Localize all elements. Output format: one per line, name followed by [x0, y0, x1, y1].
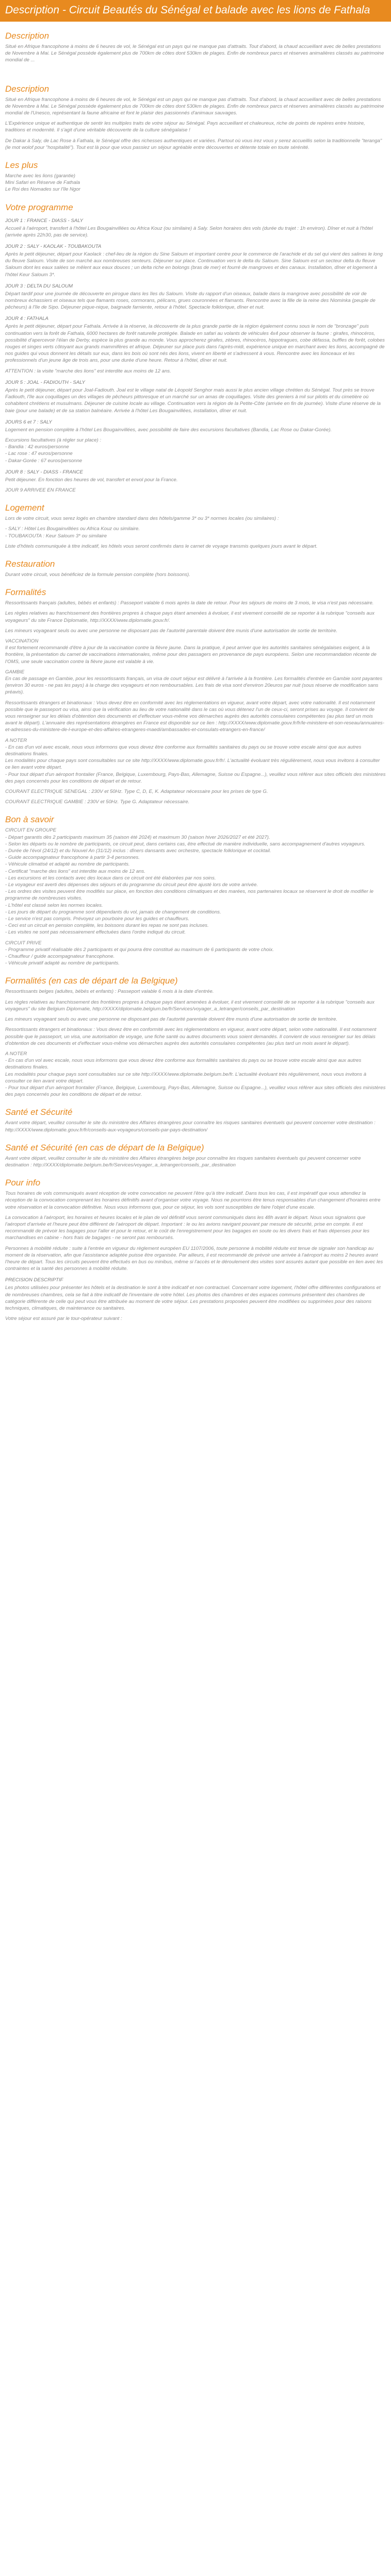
programme-day — [5, 469, 386, 483]
programme-day — [5, 437, 386, 464]
formalites-be-paragraph: Les mineurs voyageant seuls ou avec une personne ne disposant pas de l'autorité parentale doivent être munis d'une autorisation de sortie de territoire. — [5, 1016, 338, 1023]
logement-list — [5, 526, 386, 539]
logement-item: - TOUBAKOUTA : Keur Saloum 3* ou similaire — [5, 533, 107, 539]
plus-list — [5, 173, 386, 193]
day-title: JOURS 6 et 7 : SALY — [5, 419, 52, 425]
formalites-be-paragraph: A NOTER - En cas d'un vol avec escale, nous vous informons que vous devez être conforme aux formalités sanitaires du pays ou se trouve votre escale ainsi que aux autres destinations finales. Les modalités pour chaque pays sont consultables sur ce site http://XXXX/www.diplomatie.belgium.be/fr. L'actualité évoluant très régulièrement, nous vous invitons à consulter ce lien avant votre départ. - Pour tout départ d'un aéroport frontalier (France, Belgique, Luxembourg, Pays-Bas, Allemagne, Suisse ou Espagne...), veuillez vous référer aux sites officiels des ministères des pays concernés pour les conditions de départ et de retour. — [5, 1050, 386, 1098]
page-title: Description - Circuit Beautés du Sénégal et balade avec les lions de Fathala — [5, 4, 370, 16]
title-bar — [0, 0, 391, 22]
restauration-text: Durant votre circuit, vous bénéficiez de la formule pension complète (hors boissons). — [5, 571, 190, 578]
infos-paragraph: Personnes à mobilité réduite : suite à l'entrée en vigueur du règlement européen EU 1107/2006, toute personne à mobilité réduite est tenue de signaler son handicap au moment de la réservation, afin que l'assistance adaptée puisse être organisée. Par ailleurs, il est recommandé de prévoir une arrivée à l'aéroport au moins 2 heures avant l'heure de départ. Tous les circuits peuvent être effectués en bus ou minibus, même si l'accès et le déroulement des visites sont assurés autant que possible en lien avec les contraintes et la santé des personnes à mobilité réduite. — [5, 1245, 383, 1272]
sante-be-heading: Santé et Sécurité (en cas de départ de la Belgique) — [5, 1142, 204, 1153]
formalites-be-paragraph: Les règles relatives au franchissement des frontières propres à chaque pays étant amenées à évoluer, il est vivement conseillé de se reporter à la rubrique "conseils aux voyageurs" du site Belgium Diplomatie, http://XXXX/diplomatie.belgium.be/fr/Services/voyager_a_letranger/conseils_par_destination — [5, 999, 374, 1012]
programme-heading: Votre programme — [5, 202, 73, 212]
day-text: Accueil à l'aéroport, transfert à l'hôtel Les Bougainvillées ou Africa Kouz (ou similaire) à Saly. Selon horaires des vols (durée du trajet : 1h environ). Dîner et nuit à l'hôtel (arrivée après 22h30, pas de service). — [5, 225, 373, 238]
day-text: Petit déjeuner. En fonction des heures de vol, transfert et envol pour la France. — [5, 477, 178, 483]
formalites-paragraph: Ressortissants étrangers et binationaux : Vous devez être en conformité avec les réglementations en vigueur, avant votre départ, avec votre nationalité. Il est notamment possible que le passeport ou visa, ainsi que la vérification au lieu de votre nationalité dans le cas où vous détenez l'un de ceux-ci, seront prises au voyage. Il convient de vous renseigner sur les délais d'obtention des documents et d'effectuer vous-même vos démarches auprès des autorités consulaires compétentes (au plus tard un mois avant le départ). L'annuaire des représentations étrangères en France est disponible sur ce lien : http://XXXX/www.diplomatie.gouv.fr/fr/le-ministere-et-son-reseau/annuaires-et-adresses-du-ministere-de-l-europe-et-des-affaires-etrangeres-maedi/ambassades-et-consulats-etrangers-en-france/ — [5, 700, 384, 733]
programme-day — [5, 487, 386, 494]
description-paragraph: Situé en Afrique francophone à moins de 6 heures de vol, le Sénégal est un pays qui ne manque pas d'attraits. Tout d'abord, la chaud accueillant avec de belles prestations de Novembre à Mai. Le Sénégal possède également plus de 700km de côtes dont 530km de plages. Enfin de nombreux parcs et réserves animalières classés au patrimoine mondial de l'Unesco, représentant la faune africaine et font le plaisir des passionnés d'animaux sauvages. — [5, 96, 384, 116]
infos-paragraph: La convocation à l'aéroport, les horaires et heures locales et le plan de vol définitif vous seront communiqués dans les 48h avant le départ. Nous vous signalons que l'aéroport d'arrivée et l'heure peut être différent de l'aéroport de départ. Important : le ou les avions navigant pouvant par mesure de sécurité, prise en compte. Il est recommandé de prévoir les bagages pour l'aller et pour le retour, et le coût de l'enregistrement pour les bagages en soute ou les divers frais et frais dépenses pour les marchandises en cabine - hors frais de bagages - ne seront pas remboursés. — [5, 1214, 370, 1241]
bonasavoir-paragraph: CIRCUIT EN GROUPE - Départ garantis dès 2 participants maximum 35 (saison été 2024) et maximum 30 (saison hiver 2026/2027 et été 2027). - Selon les départs ou le nombre de participants, ce circuit peut, dans certains cas, être effectué de manière individuelle, sans accompagnement d'autres voyageurs. - Durée de l'évol (24/12) et du Nouvel An (31/12) inclus : dîners dansants avec orchestre, spectacle folklorique et cocktail. - Guide accompagnateur francophone à partir 3-4 personnes. - Véhicule climatisé et adapté au nombre de participants. - Certificat "marche des lions" est interdite aux moins de 12 ans. - Les excursions et les contacts avec des locaux dans ce circuit ont été élaborées par nos soins. - Le voyageur est averti des dépenses des séjours et du programme du circuit peut être ajusté lors de votre arrivée. - Les ordres des visites peuvent être modifiés sur place, en fonction des conditions climatiques et des marées, nos partenaires locaux se réservent le droit de modifier le programme de nombreuses visites. - L'hôtel est classé selon les normes locales. - Les jours de départ du programme sont dépendants du vol, jamais de changement de conditions. - Le service n'est pas compris. Prévoyez un pourboire pour les guides et chauffeurs. - Ceci est un circuit en pension complète, les boissons durant les repas ne sont pas incluses. - Les visites ne sont pas nécessairement effectuées dans l'ordre indiqué du circuit. — [5, 827, 374, 936]
formalites-be-paragraph: Ressortissants belges (adultes, bébés et enfants) : Passeport valable 6 mois à la date d'entrée. — [5, 989, 214, 995]
day-title: JOUR 5 : JOAL - FADIOUTH - SALY — [5, 379, 85, 385]
day-text: JOUR 9 ARRIVEE EN FRANCE — [5, 487, 76, 493]
sante-heading: Santé et Sécurité — [5, 1107, 73, 1117]
precision-footer: Votre séjour est assuré par le tour-opérateur suivant : — [5, 1316, 122, 1322]
day-title: JOUR 8 : SALY - DIASS - FRANCE — [5, 469, 83, 475]
programme-day — [5, 368, 386, 375]
description-paragraph: L'Expérience unique et authentique de sentir les multiples traits de votre séjour au Sénégal. Pays accueillant et chaleureux, riche de points de repères entre histoire, traditions et modernité. Il s'agit d'une véritable découverte de la culture sénégalaise ! — [5, 121, 365, 133]
formalites-paragraph: VACCINATION Il est fortement recommandé d'être à jour de la vaccination contre la fièvre jaune. Dans la pratique, il peut arriver que les autorités sanitaires sénégalaises exigent, à la frontière, la présentation du carnet de vaccinations internationales, même pour des passagers en provenance de pays européens. Selon une recommandation récente de l'OMS, une seule vaccination contre la fièvre jaune est valable à vie. — [5, 638, 377, 665]
bonasavoir-heading: Bon à savoir — [5, 815, 54, 825]
formalites-paragraph: Les mineurs voyageant seuls ou avec une personne ne disposant pas de l'autorité parentale doivent être munis d'une autorisation de sortie de territoire. — [5, 628, 338, 634]
content — [0, 22, 391, 1336]
day-title: JOUR 1 : FRANCE - DIASS - SALY — [5, 217, 84, 224]
description-paragraph: De Dakar à Saly, de Lac Rose à Fathala, le Sénégal offre des richesses authentiques et variées. Partout où vous irez vous y serez accueillis selon la traditionnelle "teranga" (le mot wolof pour "hospitalité"). Tout est là pour que vous passiez un séjour agréable entre découvertes et détente totale en toute sérénité. — [5, 138, 382, 150]
infos-paragraph: Tous horaires de vols communiqués avant réception de votre convocation ne peuvent l'être qu'à titre indicatif. Dans tous les cas, il est impératif que vous attendiez la réception de la convocation comprenant les horaires définitifs avant d'organiser votre voyage. Nous ne pourrions être tenus responsables d'un changement d'horaires entre votre réservation et la convocation définitive. Nous vous informons que, pour ce séjour, les vols sont susceptibles de faire l'objet d'une escale. — [5, 1191, 381, 1210]
day-text: Logement en pension complète à l'hôtel Les Bougainvillées, avec possibilité de faire des excursions facultatives (Bandia, Lac Rose ou Dakar-Gorée). — [5, 427, 332, 433]
plus-item: Marche avec les lions (garantie) — [5, 173, 75, 179]
formalites-paragraph: COURANT ELECTRIQUE GAMBIE : 230V et 50Hz. Type G. Adaptateur nécessaire. — [5, 799, 190, 805]
plus-item: Mini Safari en Réserve de Fathala — [5, 180, 80, 186]
day-text: Après le petit déjeuner, départ pour Kaolack : chef-lieu de la région du Sine Saloum et important centre pour le commerce de l'arachide et du sel qui vient des salines le long du fleuve Saloum. Visite de son marché aux nombreuses senteurs. Déjeuner sur place. Continuation vers le delta du Saloum. Sine Saloum est un secteur delta du fleuve Saloum dont les eaux salées se mêlent aux eaux douces ; un delta riche en bolongs (bras de mer) et fourré de mangroves et des canaux. Installation, dîner et logement à l'hôtel Keur Saloum 3*. — [5, 251, 383, 278]
description-summary: Situé en Afrique francophone à moins de 6 heures de vol, le Sénégal est un pays qui ne manque pas d'attraits. Tout d'abord, la chaud accueillant avec de belles prestations de Novembre à Mai. Le Sénégal possède également plus de 700km de côtes dont 530km de plages. Enfin de nombreux parcs et réserves animalières classés au patrimoine mondial de ... — [5, 44, 384, 63]
day-title: JOUR 4 : FATHALA — [5, 316, 48, 322]
infos-heading: Pour info — [5, 1178, 41, 1188]
day-text: Après le petit déjeuner, départ pour Joal-Fadiouth. Joal est le village natal de Léopold Senghor mais aussi le plus ancien village chrétien du Sénégal. Tout près se trouve Fadiouth, l'île aux coquillages un des villages de pêcheurs pittoresque et un marché sur un amas de coquillages. Visite des greniers à mil sur pilotis et du cimetière où cohabitent chrétiens et musulmans. Déjeuner de cuisine locale au village. Continuation vers la région de la Petite-Côte (arrivée en fin de journée). Visite d'une réserve de la baie (pour une balade) et de sa station balnéaire. Arrivée à l'hôtel Les Bougainvillées, installation, dîner et nuit. — [5, 387, 381, 414]
programme-day — [5, 244, 386, 278]
precision-text: Les photos utilisées pour présenter les hôtels et la destination le sont à titre indicatif et non contractuel. Concernant votre logement, l'hôtel offre différentes configurations et de nombreuses chambres, cela se fait à titre indicatif de l'inventaire de votre hôtel. Les photos des chambres et des espaces communs présentent des chambres de catégorie différente de celle qui peut vous être attribuée au moment de votre séjour. Les prestations proposées peuvent être modifiées ou supprimées pour des raisons techniques, climatiques, de maintenance ou sanitaires. — [5, 1285, 381, 1311]
description-full-heading: Description — [5, 83, 50, 94]
day-title: JOUR 3 : DELTA DU SALOUM — [5, 283, 73, 289]
formalites-be-paragraph: Ressortissants étrangers et binationaux : Vous devez être en conformité avec les réglementations en vigueur, avant votre départ, selon votre nationalité. Il est notamment possible que le passeport, un visa, une autorisation de voyage, une fiche santé ou autres documents vous soient demandés. Il convient de vous renseigner sur les délais d'obtention de ces documents et d'effectuer vous-même vos démarches auprès des autorités consulaires compétentes (au plus tard un mois avant le départ). — [5, 1027, 377, 1046]
day-text: Après le petit déjeuner, départ pour Fathala. Arrivée à la réserve, la découverte de la plus grande partie de la région également connu sous le nom de "bronzage" puis continuation vers la forêt de Fathala, 6000 hectares de forêt naturelle protégée. Balade en safari au volants de véhicules 4x4 pour observer la faune : girafes, rhinocéros, possibilité d'apercevoir l'élan de Derby, espèce la plus grande au monde. Vous approcherez girafes, zèbres, rhinocéros, hippotragues, cobe défassa, buffles de forêt, colobes rouges et singes verts côtoyant aux grands mammifères et afrique. Déjeuner sur place puis dans l'après-midi, expérience unique en marchant avec les lions, accompagné de nos guides qui vous donnent les détails sur eux, dans les bois où sont nés des lions, vivent en liberté et s'adressent à vous. Rencontre avec les lionceaux et les professionnels d'un jeune âge de trois ans, pour une durée d'une heure. Retour à l'hôtel, dîner et nuit. — [5, 324, 385, 364]
programme-day — [5, 316, 386, 364]
plus-heading: Les plus — [5, 160, 38, 171]
excursions-text: Excursions facultatives (à régler sur place) : - Bandia : 42 euros/personne - Lac rose : 47 euros/personne - Dakar-Gorée : 67 euros/personne — [5, 437, 102, 464]
programme-day — [5, 218, 386, 239]
programme-day — [5, 283, 386, 311]
day-title: JOUR 2 : SALY - KAOLAK - TOUBAKOUTA — [5, 244, 102, 250]
logement-note: Liste d'hôtels communiquée à titre indicatif, les hôtels vous seront confirmés dans le carnet de voyage transmis quelques jours avant le départ. — [5, 543, 318, 549]
programme-day — [5, 419, 386, 433]
logement-item: - SALY : Hôtel Les Bougainvillées ou Africa Kouz ou similaire. — [5, 526, 140, 532]
formalites-be-heading: Formalités (en cas de départ de la Belgique) — [5, 976, 178, 986]
description-heading: Description — [5, 31, 50, 41]
precision-heading: PRECISION DESCRIPTIF — [5, 1277, 63, 1283]
formalites-paragraph: Les règles relatives au franchissement des frontières propres à chaque pays étant amenées à évoluer, il est vivement conseillé de se reporter à la rubrique "conseils aux voyageurs" du site France Diplomatie, http://XXXX/www.diplomatie.gouv.fr/. — [5, 611, 374, 623]
formalites-paragraph: COURANT ELECTRIQUE SENEGAL : 230V et 50Hz. Type C, D, E, K. Adaptateur nécessaire pour les prises de type G. — [5, 789, 268, 795]
formalites-heading: Formalités — [5, 587, 46, 598]
logement-intro: Lors de votre circuit, vous serez logés en chambre standard dans des hôtels/gamme 3* ou 3* normes locales (ou similaires) : — [5, 516, 279, 522]
day-note: ATTENTION : la visite "marche des lions" est interdite aux moins de 12 ans. — [5, 368, 171, 374]
day-text: Départ tardif pour une journée de découverte en pirogue dans les îles du Saloum. Visite du rapport d'un oiseaux, balade dans la mangrove avec possibilité de voir de nombreux échassiers et oiseaux tels que flamants roses, cormorans, pélicans, grues couronnées et flamants. Rencontre avec la fille de la reine des Niominka (peuple de pêcheurs) à l'île de Sipo. Déjeuner pique-nique, baignade farniente, retour à l'hôtel. Spectacle folklorique, dîner et nuit. — [5, 291, 376, 311]
formalites-paragraph: Ressortissants français (adultes, bébés et enfants) : Passeport valable 6 mois après la date de retour. Pour les séjours de moins de 3 mois, le visa n'est pas nécessaire. — [5, 600, 374, 606]
formalites-paragraph: A NOTER - En cas d'un vol avec escale, nous vous informons que vous devez être conforme aux formalités sanitaires du pays ou se trouve votre escale ainsi que aux autres destinations finales. Les modalités pour chaque pays sont consultables sur ce site http://XXXX/www.diplomatie.gouv.fr/fr/. L'actualité évoluant très régulièrement, nous vous invitons à consulter ce lien avant votre départ. - Pour tout départ d'un aéroport frontalier (France, Belgique, Luxembourg, Pays-Bas, Allemagne, Suisse ou Espagne...), veuillez vous référer aux sites officiels des ministères des pays concernés pour les conditions de départ et de retour. — [5, 737, 386, 784]
bonasavoir-paragraph: CIRCUIT PRIVE - Programme privatif réalisable dès 2 participants et qui pourra être constitué au maximum de 6 participants de votre choix. - Chauffeur / guide accompagnateur francophone. - Véhicule privatif adapté au nombre de participants. — [5, 940, 274, 967]
logement-heading: Logement — [5, 503, 44, 513]
sante-be-text: Avant votre départ, veuillez consulter le site du ministère des Affaires étrangères belge pour connaître les risques sanitaires éventuels qui peuvent concerner votre destination : http://XXXX/diplomatie.belgium.be/fr/Services/voyager_a_letranger/conseils_par_destination — [5, 1155, 361, 1168]
plus-item: Le Roi des Nomades sur l'île Ngor — [5, 187, 80, 193]
programme-day — [5, 380, 386, 414]
formalites-paragraph: GAMBIE En cas de passage en Gambie, pour les ressortissants français, un visa de court séjour est délivré à l'arrivée à la frontière. Les formalités d'entrée en Gambie sont payantes (environ 30 euros - ne pas les pays) à la charge des voyageurs et non remboursables. Les frais de visa sont d'environ 20euros par nuit (sous réserve de modification sans préavis). — [5, 669, 383, 696]
sante-text: Avant votre départ, veuillez consulter le site du ministère des Affaires étrangères pour connaître les risques sanitaires éventuels qui peuvent concerner votre destination : http://XXXX/www.diplomatie.gouv.fr/fr/conseils-aux-voyageurs/conseils-par-pays-destination/ — [5, 1120, 376, 1133]
restauration-heading: Restauration — [5, 558, 55, 569]
